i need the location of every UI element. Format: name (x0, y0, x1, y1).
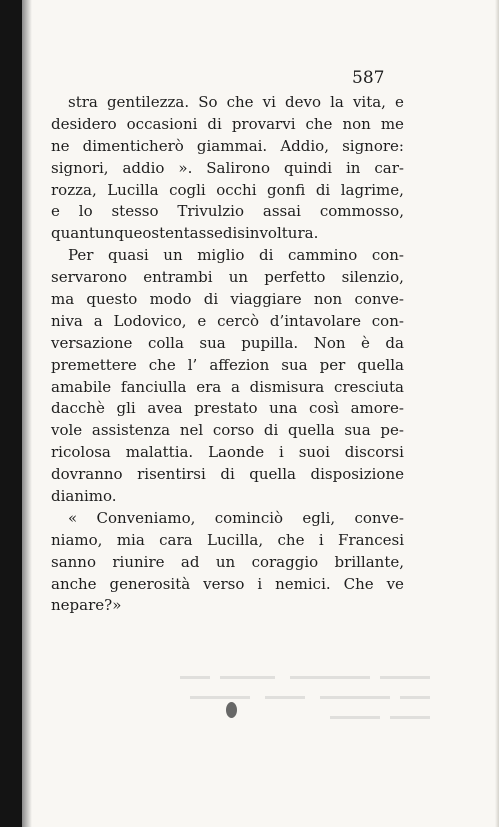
word: anche (51, 574, 97, 593)
word: e (197, 311, 207, 330)
word: vita, (352, 93, 386, 111)
word: a (230, 377, 240, 396)
text-line (51, 508, 404, 530)
word: disinvoltura. (222, 224, 319, 243)
word: discorsi (344, 443, 404, 462)
word: di (203, 290, 219, 309)
word: viaggiare (230, 290, 302, 309)
text-line (51, 333, 404, 355)
word: sanno (51, 552, 96, 571)
word: i (318, 530, 324, 549)
word: questo (86, 290, 138, 309)
word: signore: (342, 136, 404, 155)
word: l’ (187, 355, 198, 374)
word: una (269, 399, 298, 418)
word: occhi (216, 180, 257, 199)
body-text (51, 92, 404, 617)
word: generosità (109, 574, 191, 593)
word: modo (149, 290, 192, 309)
text-line (51, 92, 404, 114)
word: entrambi (143, 268, 213, 287)
word: stra (68, 93, 98, 111)
word: da (385, 333, 404, 352)
text-line (51, 595, 404, 617)
word: niamo, (51, 530, 103, 549)
word: Laonde (208, 443, 265, 462)
text-line (51, 311, 404, 333)
word: la (330, 93, 344, 111)
word: lagrime, (340, 180, 404, 199)
word: sua (199, 333, 226, 352)
ink-spot (226, 702, 237, 718)
word: Trivulzio (177, 202, 245, 221)
word: avea (147, 399, 183, 418)
word: Lodovico, (113, 311, 187, 330)
word: quindi (283, 158, 333, 177)
word: ne (51, 136, 70, 155)
word: me (380, 114, 404, 133)
word: pe- (380, 421, 404, 440)
word: quella (287, 421, 335, 440)
word: un (163, 246, 183, 265)
text-line (51, 398, 404, 420)
word: vi (262, 93, 276, 111)
word: cominciò (214, 508, 284, 527)
word: cercò (217, 311, 260, 330)
word: di (207, 114, 222, 133)
text-line (51, 486, 404, 508)
text-line (51, 464, 404, 486)
word: occasioni (126, 114, 198, 133)
word: ne (51, 596, 70, 615)
text-line (51, 574, 404, 596)
word: e (51, 202, 60, 221)
word: cogli (169, 180, 206, 199)
word: così (309, 399, 339, 418)
text-line (51, 223, 404, 245)
word: ad (180, 552, 200, 571)
word: ricolosa (51, 443, 111, 462)
word: prestato (194, 399, 258, 418)
word: ? (104, 596, 113, 615)
word: quella (249, 465, 296, 484)
word: So (198, 93, 218, 111)
word: stesso (111, 202, 159, 221)
word: riunire (112, 552, 165, 571)
word: di (220, 465, 235, 484)
word: niva (51, 311, 83, 330)
word: con- (371, 246, 404, 265)
word: cresciuta (333, 377, 404, 396)
word: dimenticherò (82, 136, 184, 155)
text-line (51, 267, 404, 289)
word: provarvi (231, 114, 296, 133)
word: quasi (108, 246, 149, 265)
word: un (215, 552, 236, 571)
word: ve (386, 574, 404, 593)
text-line (51, 552, 404, 574)
text-line (51, 355, 404, 377)
word: Per (68, 246, 94, 265)
word: di (315, 180, 331, 199)
word: commosso, (319, 202, 404, 221)
word: per (319, 355, 346, 374)
word: gentilezza. (106, 93, 190, 111)
word: e (395, 93, 404, 111)
word: desidero (51, 114, 117, 133)
word: assistenza (91, 421, 171, 440)
word: disposizione (310, 465, 404, 484)
text-line (51, 289, 404, 311)
word: un (228, 268, 249, 287)
page-number: 587 (352, 68, 385, 88)
word: corso (212, 421, 255, 440)
word: Lucilla (107, 180, 159, 199)
word: in (346, 158, 361, 177)
word: amabile (51, 377, 112, 396)
word: di (51, 487, 66, 506)
word: perfetto (264, 268, 326, 287)
word: era (196, 377, 222, 396)
word: cammino (287, 246, 358, 265)
word: coraggio (251, 552, 319, 571)
word: servarono (51, 268, 128, 287)
word: sua (281, 355, 308, 374)
text-line (51, 201, 404, 223)
word: versazione (51, 333, 133, 352)
word: i (279, 443, 284, 462)
word: ma (51, 290, 75, 309)
page-binding-edge (0, 0, 22, 827)
word: animo. (65, 487, 117, 506)
word: Salirono (206, 158, 270, 177)
word: che (226, 93, 254, 111)
word: nel (179, 421, 204, 440)
word: signori, (51, 158, 109, 177)
page-right-edge (495, 0, 499, 827)
word: « (68, 508, 78, 527)
word: Che (343, 574, 374, 593)
text-line (51, 158, 404, 180)
word: malattia. (125, 443, 194, 462)
word: dacchè (51, 399, 105, 418)
text-line (51, 530, 404, 552)
word: Lucilla, (207, 530, 264, 549)
word: verso (203, 574, 245, 593)
word: affezion (209, 355, 270, 374)
word: ostentasse (142, 224, 223, 243)
word: conve- (354, 508, 404, 527)
word: quantunque (51, 224, 143, 243)
text-line (51, 114, 404, 136)
word: assai (262, 202, 301, 221)
word: risentirsi (137, 465, 206, 484)
text-line (51, 245, 404, 267)
word: non (313, 290, 343, 309)
binding-shadow (22, 0, 32, 827)
text-line (51, 180, 404, 202)
show-through-text (180, 670, 440, 730)
word: quella (357, 355, 404, 374)
text-line (51, 442, 404, 464)
word: Addio, (280, 136, 329, 155)
word: di (263, 421, 279, 440)
word: conve- (354, 290, 404, 309)
word: silenzio, (341, 268, 404, 287)
word: amore- (350, 399, 404, 418)
word: con- (371, 311, 404, 330)
word: brillante, (334, 552, 404, 571)
word: gli (116, 399, 136, 418)
word: addio (122, 158, 165, 177)
word: egli, (302, 508, 336, 527)
word: suoi (298, 443, 330, 462)
word: fanciulla (120, 377, 187, 396)
word: è (361, 333, 370, 352)
word: car- (374, 158, 404, 177)
word: pupilla. (241, 333, 299, 352)
word: Francesi (338, 530, 404, 549)
word: dovranno (51, 465, 123, 484)
word: Conveniamo, (96, 508, 196, 527)
word: i (257, 574, 263, 593)
word: d’intavolare (269, 311, 361, 330)
word: Non (313, 333, 346, 352)
word: ». (178, 158, 193, 177)
word: pare (69, 596, 105, 615)
text-line (51, 377, 404, 399)
word: rozza, (51, 180, 97, 199)
word: giammai. (196, 136, 268, 155)
word: cara (159, 530, 193, 549)
word: nemici. (275, 574, 331, 593)
word: devo (285, 93, 321, 111)
word: di (259, 246, 274, 265)
word: sua (344, 421, 371, 440)
word: non (342, 114, 371, 133)
word: gonfi (267, 180, 306, 199)
word: vole (51, 421, 83, 440)
word: che (305, 114, 333, 133)
word: che (277, 530, 305, 549)
word: premettere (51, 355, 137, 374)
word: miglio (197, 246, 245, 265)
text-line (51, 136, 404, 158)
word: colla (147, 333, 184, 352)
word: che (148, 355, 176, 374)
word: lo (78, 202, 93, 221)
word: mia (116, 530, 145, 549)
text-line (51, 420, 404, 442)
word: » (112, 596, 122, 615)
word: dismisura (249, 377, 325, 396)
word: a (93, 311, 103, 330)
